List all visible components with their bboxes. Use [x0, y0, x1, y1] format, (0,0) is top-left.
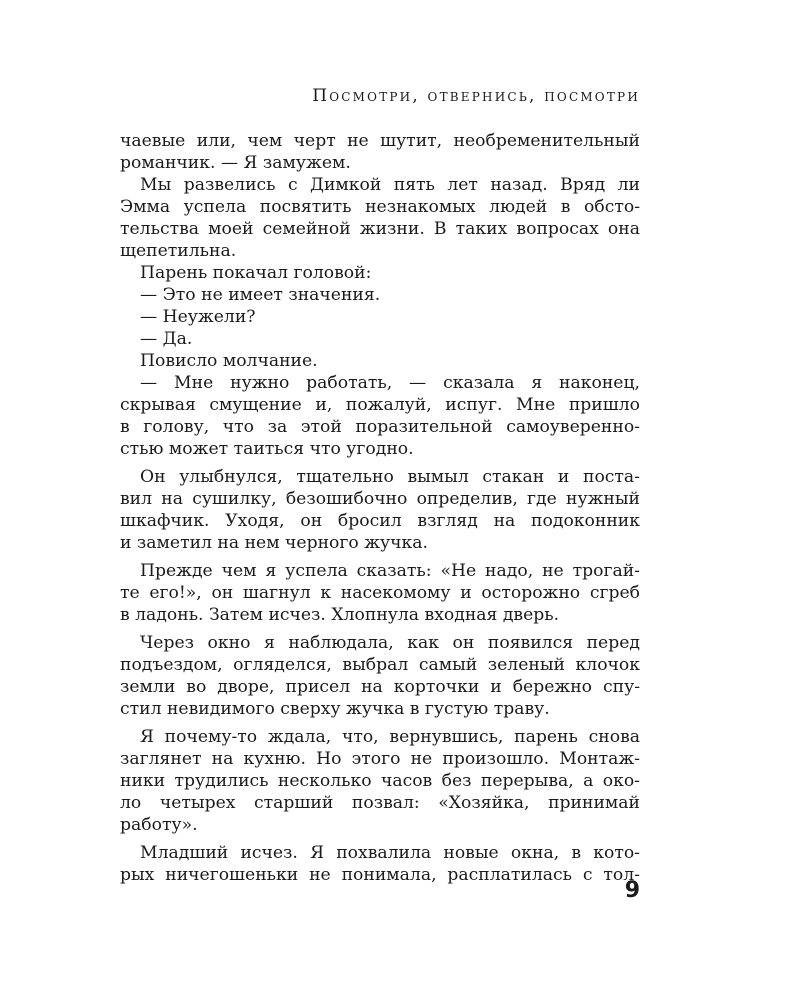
text-line: подъездом, огляделся, выбрал самый зеленый клочок [120, 655, 640, 675]
text-line: рых ничегошеньки не понимала, расплатилась с тол- [120, 865, 640, 885]
text-line: Он улыбнулся, тщательно вымыл стакан и поста- [140, 467, 640, 487]
text-line: в ладонь. Затем исчез. Хлопнула входная дверь. [120, 605, 560, 625]
text-line: вил на сушилку, безошибочно определив, где нужный [120, 489, 640, 509]
text-line: Прежде чем я успела сказать: «Не надо, не трогай- [140, 561, 640, 581]
text-line: Младший исчез. Я похвалила новые окна, в кото- [140, 843, 640, 863]
running-head: Посмотри, отвернись, посмотри [312, 86, 640, 106]
text-line: — Это не имеет значения. [140, 285, 381, 305]
text-line: — Мне нужно работать, — сказала я наконец, [140, 373, 640, 393]
page-number: 9 [624, 878, 640, 903]
text-line: Через окно я наблюдала, как он появился перед [140, 633, 640, 653]
text-line: те его!», он шагнул к насекомому и осторожно сгреб [120, 583, 640, 603]
text-line: и заметил на нем черного жучка. [120, 533, 428, 553]
text-line: ники трудились несколько часов без перерыва, а око- [120, 771, 640, 791]
text-line: Мы развелись с Димкой пять лет назад. Вряд ли [140, 175, 640, 195]
text-line: Я почему-то ждала, что, вернувшись, парень снова [140, 727, 640, 747]
body-text [120, 130, 640, 886]
text-line: стью может таиться что угодно. [120, 439, 414, 459]
text-line: земли во дворе, присел на корточки и бережно спу- [120, 677, 640, 697]
text-line: Эмма успела посвятить незнакомых людей в обсто- [120, 197, 640, 217]
text-line: — Да. [140, 329, 193, 349]
text-line: щепетильна. [120, 241, 237, 261]
text-line: заглянет на кухню. Но этого не произошло. Монтаж- [120, 749, 640, 769]
text-line: чаевые или, чем черт не шутит, необременительный [120, 131, 640, 151]
text-line: ло четырех старший позвал: «Хозяйка, принимай [120, 793, 640, 813]
text-line: Парень покачал головой: [140, 263, 372, 283]
text-line: романчик. — Я замужем. [120, 153, 351, 173]
text-line: в голову, что за этой поразительной самоуверенно- [120, 417, 640, 437]
text-line: тельства моей семейной жизни. В таких вопросах она [120, 219, 640, 239]
text-line: — Неужели? [140, 307, 256, 327]
text-line: стил невидимого сверху жучка в густую траву. [120, 699, 550, 719]
text-line: скрывая смущение и, пожалуй, испуг. Мне пришло [120, 395, 640, 415]
text-line: работу». [120, 815, 198, 835]
text-line: шкафчик. Уходя, он бросил взгляд на подоконник [120, 511, 640, 531]
text-line: Повисло молчание. [140, 351, 318, 371]
